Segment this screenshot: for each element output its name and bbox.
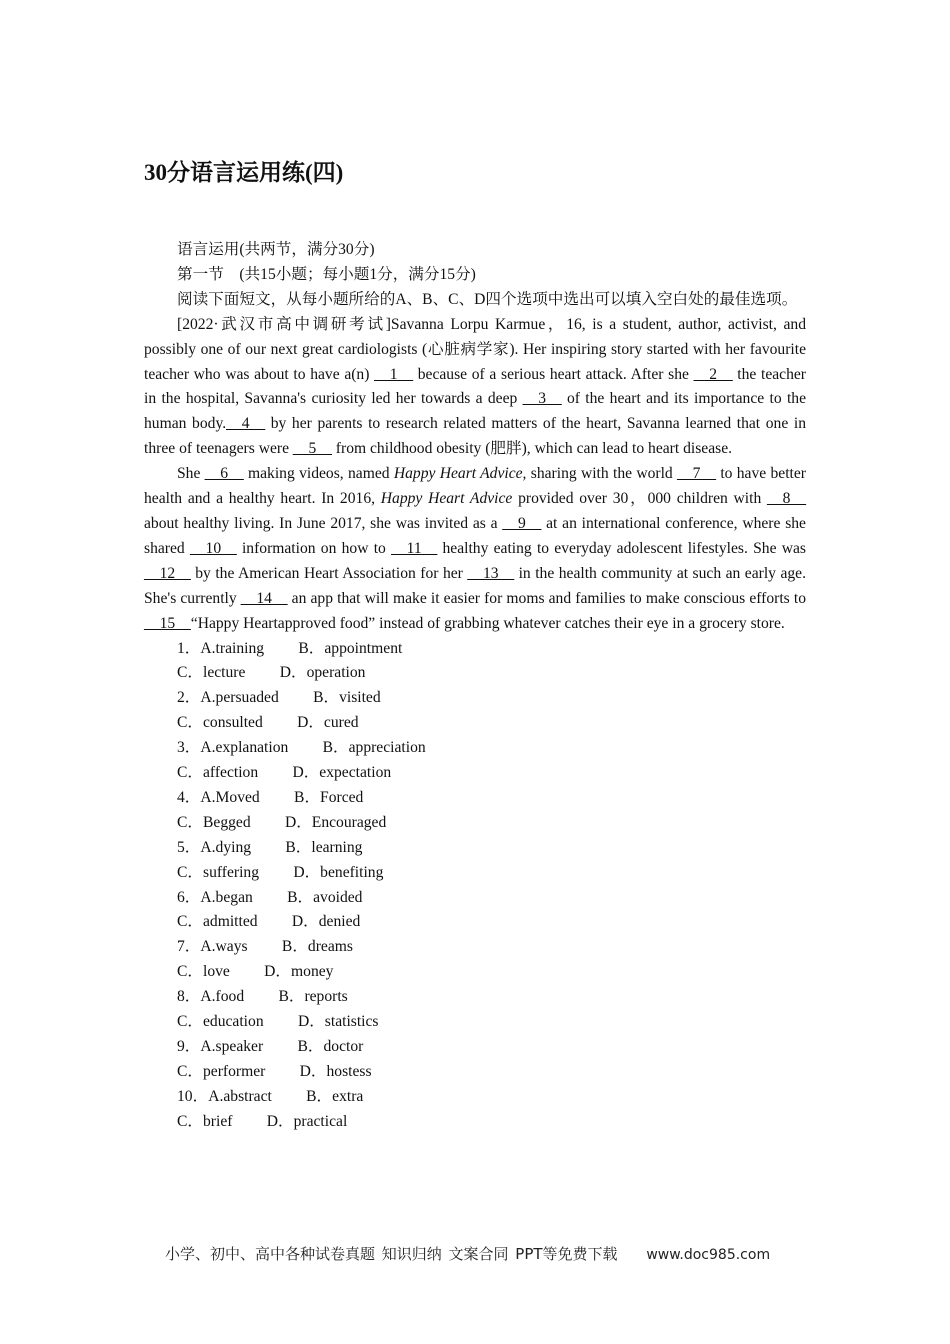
options-list: [144, 637, 806, 1135]
answer-blank: __2__: [693, 365, 733, 383]
option-choice: D．denied: [291, 913, 361, 931]
footer-text: 小学、初中、高中各种试卷真题 知识归纳 文案合同 PPT等免费下载: [165, 1245, 618, 1263]
passage-text: She: [177, 465, 205, 483]
option-row: [144, 661, 806, 686]
passage: [144, 313, 806, 637]
option-row: [144, 836, 806, 861]
option-choice: C．admitted: [177, 913, 258, 931]
option-choice: 7．A.ways: [177, 938, 248, 956]
option-choice: C．education: [177, 1013, 264, 1031]
option-choice: 1．A.training: [177, 639, 265, 657]
passage-text: from childhood obesity (肥胖), which can lead to heart disease.: [331, 440, 733, 458]
option-choice: C．performer: [177, 1062, 266, 1080]
passage-text: by her parents to research related matters of the heart, Savanna learned that one in three of teenagers were: [144, 415, 806, 458]
italic-title: Happy Heart Advice,: [393, 465, 527, 483]
option-choice: B．appreciation: [322, 739, 426, 757]
answer-blank: __10__: [189, 539, 237, 557]
option-choice: 6．A.began: [177, 888, 253, 906]
answer-blank: __11__: [391, 539, 438, 557]
option-choice: 10．A.abstract: [177, 1087, 272, 1105]
option-choice: D．practical: [266, 1112, 348, 1130]
option-row: [144, 1010, 806, 1035]
passage-text: of the heart and its importance to the human body.: [144, 390, 806, 433]
option-choice: B．visited: [313, 689, 381, 707]
passage-paragraph: [144, 313, 806, 462]
footer: [165, 1243, 770, 1264]
answer-blank: __8__: [767, 490, 806, 508]
option-choice: C．Begged: [177, 813, 251, 831]
option-choice: B．learning: [285, 838, 363, 856]
option-choice: C．lecture: [177, 664, 246, 682]
page-title: 30分语言运用练(四): [144, 160, 344, 185]
option-choice: D．cured: [297, 714, 359, 732]
answer-blank: __5__: [292, 440, 332, 458]
answer-blank: __7__: [677, 465, 717, 483]
option-choice: 3．A.explanation: [177, 739, 289, 757]
option-row: [144, 1035, 806, 1060]
answer-blank: __12__: [144, 564, 191, 582]
answer-blank: __13__: [467, 564, 515, 582]
option-choice: B．doctor: [297, 1038, 364, 1055]
option-row: [144, 1060, 806, 1085]
passage-text: the teacher in the hospital, Savanna's curiosity led her towards a deep: [144, 365, 806, 408]
passage-text: by the American Heart Association for her: [190, 564, 468, 582]
option-row: [144, 886, 806, 911]
passage-text: about healthy living. In June 2017, she was invited as a: [144, 514, 503, 532]
option-choice: 9．A.speaker: [177, 1038, 264, 1055]
instruction: 阅读下面短文，从每小题所给的A、B、C、D四个选项中选出可以填入空白处的最佳选项。: [177, 290, 798, 308]
italic-title: Happy Heart Advice: [380, 490, 513, 508]
answer-blank: __14__: [240, 589, 288, 607]
option-choice: B．dreams: [281, 938, 353, 956]
answer-blank: __1__: [374, 365, 414, 383]
option-row: [144, 786, 806, 811]
option-choice: D．operation: [279, 664, 366, 682]
option-row: [144, 985, 806, 1010]
option-choice: B．appointment: [298, 639, 403, 657]
option-row: [144, 1110, 806, 1135]
option-choice: D．Encouraged: [284, 813, 387, 831]
option-row: [144, 811, 806, 836]
option-choice: D．expectation: [292, 764, 392, 782]
option-choice: C．love: [177, 963, 230, 981]
option-row: [144, 960, 806, 985]
passage-paragraph: [144, 462, 806, 636]
answer-blank: __15__: [144, 614, 191, 632]
passage-text: provided over 30，000 children with: [512, 490, 768, 508]
option-choice: D．money: [264, 963, 334, 981]
answer-blank: __6__: [204, 465, 244, 483]
option-choice: C．brief: [177, 1112, 233, 1130]
option-choice: B．Forced: [294, 788, 364, 806]
option-row: [144, 686, 806, 711]
option-row: [144, 736, 806, 761]
passage-text: making videos, named: [243, 465, 394, 483]
option-choice: 2．A.persuaded: [177, 689, 279, 707]
answer-blank: __3__: [522, 390, 562, 408]
option-row: [144, 861, 806, 886]
passage-text: at an international conference, where she shared: [144, 514, 806, 557]
passage-text: an app that will make it easier for moms and families to make conscious efforts to: [287, 589, 806, 607]
passage-text: information on how to: [236, 539, 392, 557]
option-choice: C．suffering: [177, 863, 260, 881]
passage-text: sharing with the world: [526, 465, 678, 483]
passage-text: [2022·武汉市高中调研考试]Savanna Lorpu Karmue，16, is a student, author, activist, and possibly one of our next great cardiologists (心脏病学家). Her inspiring story started with her favourite teacher who was about to have a(n): [144, 315, 806, 383]
option-row: [144, 1085, 806, 1110]
option-choice: C．consulted: [177, 714, 263, 732]
option-row: [144, 637, 806, 662]
passage-text: healthy eating to everyday adolescent lifestyles. She was: [437, 539, 806, 557]
option-choice: 8．A.food: [177, 988, 245, 1006]
footer-url[interactable]: www.doc985.com: [646, 1247, 771, 1263]
section-header: 语言运用(共两节，满分30分): [177, 241, 375, 258]
option-row: [144, 935, 806, 960]
option-row: [144, 910, 806, 935]
option-choice: D．benefiting: [293, 863, 384, 881]
passage-text: “Happy Heartapproved food” instead of grabbing whatever catches their eye in a grocery store.: [190, 614, 785, 632]
option-row: [144, 711, 806, 736]
option-choice: B．reports: [278, 988, 348, 1006]
document-body: [144, 238, 806, 1135]
option-choice: B．avoided: [287, 888, 363, 906]
passage-text: in the health community at such an early age. She's currently: [144, 564, 806, 607]
passage-text: because of a serious heart attack. After she: [413, 365, 694, 383]
option-choice: D．statistics: [297, 1013, 379, 1031]
option-choice: D．hostess: [299, 1062, 372, 1080]
option-choice: B．extra: [306, 1087, 364, 1105]
option-choice: 4．A.Moved: [177, 788, 260, 806]
answer-blank: __9__: [502, 514, 542, 532]
passage-text: to have better health and a healthy heart. In 2016,: [144, 465, 806, 508]
option-choice: C．affection: [177, 764, 259, 782]
option-row: [144, 761, 806, 786]
part-header: 第一节 (共15小题；每小题1分，满分15分): [177, 265, 476, 283]
option-choice: 5．A.dying: [177, 838, 252, 856]
answer-blank: __4__: [226, 415, 266, 433]
